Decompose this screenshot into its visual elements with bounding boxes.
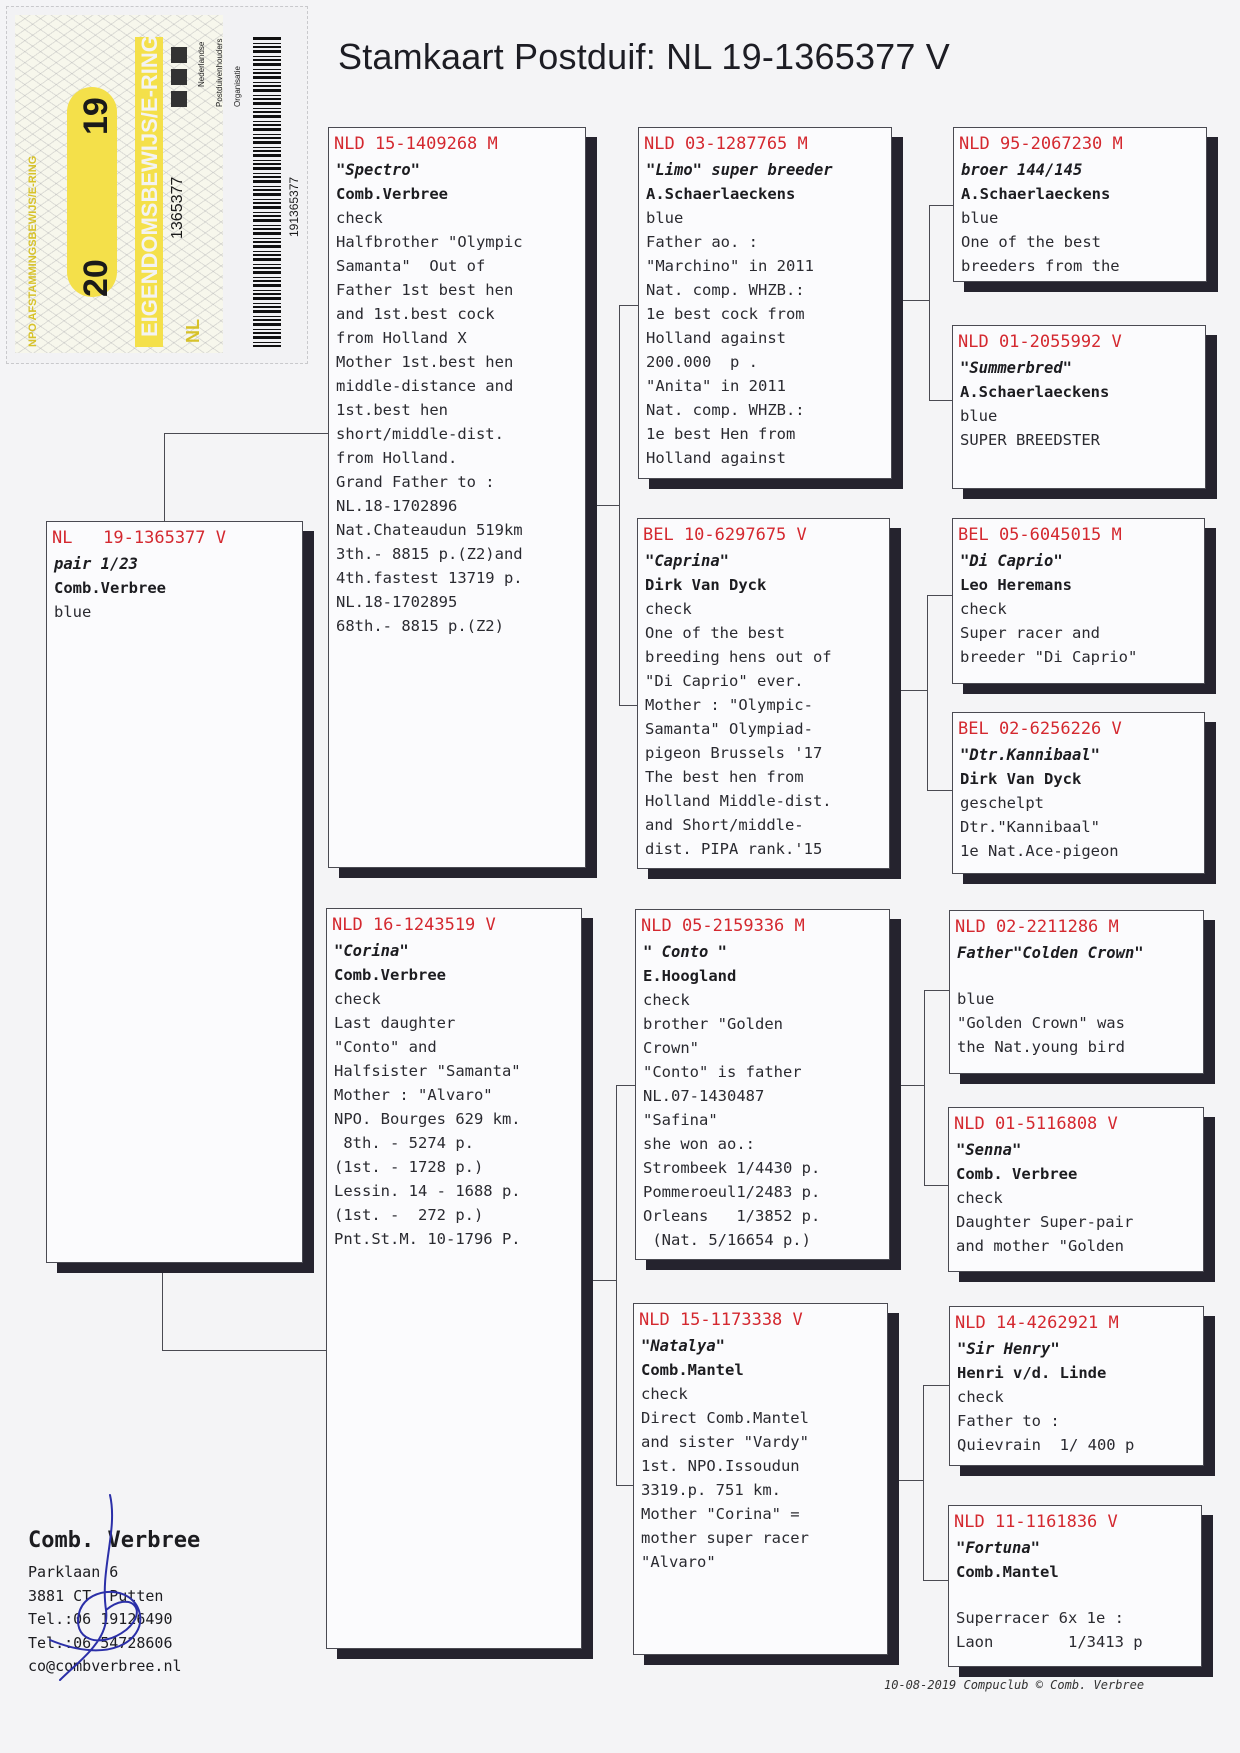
note-line: Grand Father to : [336, 473, 495, 491]
note-line: Superracer 6x 1e : [956, 1609, 1124, 1627]
ring-number: NLD 11-1161836 V [954, 1512, 1118, 1532]
note-line: 1st. NPO.Issoudun [641, 1457, 800, 1475]
note-line: Nat. comp. WHZB.: [646, 281, 805, 299]
note-line: "Marchino" in 2011 [646, 257, 814, 275]
note-line: 1e best Hen from [646, 425, 796, 443]
note-line: Strombeek 1/4430 p. [643, 1159, 821, 1177]
page-title: Stamkaart Postduif: NL 19-1365377 V [338, 36, 951, 77]
note-line: Pommeroeul1/2483 p. [643, 1183, 821, 1201]
note-line: 1st.best hen [336, 401, 448, 419]
pigeon-name: "Limo" super breeder [646, 161, 833, 179]
note-line: SUPER BREEDSTER [960, 431, 1100, 449]
connector-mf-parents-vertical [924, 990, 925, 1185]
signature-scribble [40, 1490, 170, 1690]
note-line: brother "Golden [643, 1015, 783, 1033]
pigeon-name: broer 144/145 [961, 161, 1083, 179]
pigeon-card-maternal-grandfather [635, 909, 890, 1260]
pigeon-name: "Fortuna" [956, 1539, 1040, 1557]
connector-subject-mother-vertical [162, 1262, 163, 1350]
footer-credit: 10-08-2019 Compuclub © Comb. Verbree [884, 1678, 1145, 1692]
note-line: 200.000 p . [646, 353, 758, 371]
ring-number: NLD 01-5116808 V [954, 1114, 1118, 1134]
note-line: and 1st.best cock [336, 305, 495, 323]
pigeon-card-ggf-1 [953, 127, 1207, 282]
note-line: (Nat. 5/16654 p.) [643, 1231, 811, 1249]
note-line: check [645, 600, 692, 618]
pigeon-card-ggf-2 [952, 518, 1205, 684]
connector-to-fmf [927, 595, 952, 596]
note-line: Quievrain 1/ 400 p [957, 1436, 1135, 1454]
owner-empty [957, 965, 1197, 987]
pigeon-name: "Spectro" [336, 161, 420, 179]
owner-name: E.Hoogland [643, 967, 737, 985]
owner-name: Comb.Mantel [956, 1563, 1059, 1581]
note-line: Holland Middle-dist. [645, 792, 832, 810]
note-line: 1e best cock from [646, 305, 805, 323]
note-line: blue [960, 407, 998, 425]
note-line: Halfsister "Samanta" [334, 1062, 521, 1080]
pigeon-card-ggf-3 [949, 910, 1204, 1074]
pigeon-card-subject [46, 521, 303, 1263]
note-line: Mother "Corina" = [641, 1505, 800, 1523]
pigeon-card-maternal-grandmother [633, 1303, 888, 1655]
stamp-country: NL [183, 319, 203, 343]
note-line: blue [957, 990, 995, 1008]
note-line: 68th.- 8815 p.(Z2) [336, 617, 504, 635]
note-line: and Short/middle- [645, 816, 804, 834]
note-line: check [643, 991, 690, 1009]
note-line: Lessin. 14 - 1688 p. [334, 1182, 521, 1200]
stamp-logo-m-text: Nederlandse [197, 41, 206, 87]
ring-number: NLD 05-2159336 M [641, 916, 805, 936]
ring-number: NLD 03-1287765 M [644, 134, 808, 154]
pigeon-name: "Caprina" [645, 552, 729, 570]
ring-number: NLD 14-4262921 M [955, 1313, 1119, 1333]
contact-address: Parklaan 6 [28, 1563, 119, 1581]
note-line: the Nat.young bird [957, 1038, 1125, 1056]
owner-name: A.Schaerlaeckens [646, 185, 796, 203]
stamp-logo-p-text: Postduivenhouders [215, 38, 224, 107]
connector-to-ffm [929, 400, 952, 401]
stamp-logo-o-text: Organisatie [233, 66, 242, 107]
note-line: check [956, 1189, 1003, 1207]
note-line: she won ao.: [643, 1135, 755, 1153]
note-line: Nat.Chateaudun 519km [336, 521, 523, 539]
note-line: and sister "Vardy" [641, 1433, 809, 1451]
pigeon-name: "Corina" [334, 942, 409, 960]
pigeon-name: "Senna" [956, 1141, 1022, 1159]
ring-number: NLD 15-1409268 M [334, 134, 498, 154]
note-line: Holland against [646, 449, 786, 467]
pigeon-name: "Summerbred" [960, 359, 1072, 377]
owner-name: Comb. Verbree [956, 1165, 1078, 1183]
note-line: "Safina" [643, 1111, 718, 1129]
note-line: Orleans 1/3852 p. [643, 1207, 821, 1225]
note-line: and mother "Golden [956, 1237, 1124, 1255]
ring-number: NLD 15-1173338 V [639, 1310, 803, 1330]
note-line: Crown" [643, 1039, 699, 1057]
connector-to-fm [619, 705, 637, 706]
connector-father-parents-vertical [619, 305, 620, 705]
connector-to-mfm [924, 1185, 948, 1186]
note-line: check [641, 1385, 688, 1403]
connector-subject-father-vertical [164, 433, 165, 523]
note-line: check [334, 990, 381, 1008]
owner-name: A.Schaerlaeckens [961, 185, 1111, 203]
ring-certificate-stamp [6, 6, 308, 364]
ring-number: BEL 02-6256226 V [958, 719, 1122, 739]
note-line: NL.18-1702895 [336, 593, 458, 611]
note-line: check [960, 600, 1007, 618]
owner-name: Comb.Verbree [334, 966, 446, 984]
note-line: "Conto" is father [643, 1063, 802, 1081]
note-line: NL.18-1702896 [336, 497, 458, 515]
note-line: Mother 1st.best hen [336, 353, 514, 371]
connector-father-parents [584, 505, 619, 506]
note-line: blue [961, 209, 999, 227]
note-line: breeder "Di Caprio" [960, 648, 1138, 666]
note-line: dist. PIPA rank.'15 [645, 840, 823, 858]
connector-mm-parents [887, 1480, 923, 1481]
note-line: breeders from the [961, 257, 1120, 275]
connector-to-mmm [923, 1580, 948, 1581]
note-line: (1st. - 1728 p.) [334, 1158, 484, 1176]
pigeon-name: "Di Caprio" [960, 552, 1063, 570]
note-line: 8th. - 5274 p. [334, 1134, 474, 1152]
note-line: Super racer and [960, 624, 1100, 642]
connector-mother-parents [580, 1280, 616, 1281]
note-line: Samanta" Out of [336, 257, 486, 275]
note-line: Father ao. : [646, 233, 758, 251]
pigeon-name: "Natalya" [641, 1337, 725, 1355]
stamp-ring-number: 1365377 [169, 176, 186, 239]
note-line: Dtr."Kannibaal" [960, 818, 1100, 836]
owner-name: Dirk Van Dyck [960, 770, 1082, 788]
owner-name: Comb.Verbree [336, 185, 448, 203]
note-line: Holland against [646, 329, 786, 347]
note-line: Direct Comb.Mantel [641, 1409, 809, 1427]
note-line: pigeon Brussels '17 [645, 744, 823, 762]
note-line: NPO. Bourges 629 km. [334, 1110, 521, 1128]
note-line: (1st. - 272 p.) [334, 1206, 484, 1224]
pigeon-name: Father"Colden Crown" [957, 944, 1144, 962]
contact-phone-1: Tel.:06 19126490 [28, 1610, 173, 1628]
note-line: One of the best [645, 624, 785, 642]
stamp-logo-p-icon [171, 69, 187, 85]
note-line: Last daughter [334, 1014, 456, 1032]
owner-name: A.Schaerlaeckens [960, 383, 1110, 401]
pigeon-card-ggm-2 [952, 712, 1205, 874]
note-line: 3th.- 8815 p.(Z2)and [336, 545, 523, 563]
connector-to-mf [616, 1085, 635, 1086]
note-line: Pnt.St.M. 10-1796 P. [334, 1230, 521, 1248]
note-line: "Alvaro" [641, 1553, 716, 1571]
contact-phone-2: Tel.:06 54728606 [28, 1633, 173, 1652]
owner-name: Dirk Van Dyck [645, 576, 767, 594]
connector-to-fmm [927, 790, 952, 791]
connector-ff-parents [892, 300, 929, 301]
note-line: Daughter Super-pair [956, 1213, 1134, 1231]
pigeon-card-paternal-grandfather [638, 127, 892, 479]
note-line: Laon 1/3413 p [956, 1633, 1143, 1651]
pigeon-name: pair 1/23 [54, 555, 138, 573]
stamp-guilloche-pattern [15, 15, 223, 353]
pigeon-card-paternal-grandmother [637, 518, 890, 869]
note-line: short/middle-dist. [336, 425, 504, 443]
ring-number: NLD 16-1243519 V [332, 915, 496, 935]
note-line: geschelpt [960, 794, 1044, 812]
contact-email[interactable]: co@combverbree.nl [28, 1657, 182, 1675]
note-line: from Holland. [336, 449, 458, 467]
owner-name: Henri v/d. Linde [957, 1364, 1107, 1382]
note-line: check [957, 1388, 1004, 1406]
note-line: Father 1st best hen [336, 281, 514, 299]
note-line: Mother : "Olympic- [645, 696, 813, 714]
note-line-empty [956, 1584, 1195, 1606]
note-line: blue [646, 209, 684, 227]
ring-number: BEL 10-6297675 V [643, 525, 807, 545]
connector-to-mmf [923, 1385, 949, 1386]
stamp-small-text: NPO AFSTAMMINGSBEWIJS/E-RING [27, 155, 39, 347]
connector-fm-parents-vertical [927, 595, 928, 790]
stamp-year-a: 20 [77, 259, 115, 297]
note-line: Mother : "Alvaro" [334, 1086, 493, 1104]
stamp-year-b: 19 [77, 97, 115, 135]
connector-to-fff [929, 205, 953, 206]
note-line: One of the best [961, 233, 1101, 251]
pigeon-card-ggm-3 [948, 1107, 1204, 1272]
connector-subject-father [164, 433, 328, 434]
pigeon-name: "Dtr.Kannibaal" [960, 746, 1100, 764]
note-line: The best hen from [645, 768, 804, 786]
note-line: breeding hens out of [645, 648, 832, 666]
note-line: middle-distance and [336, 377, 514, 395]
note-line: NL.07-1430487 [643, 1087, 765, 1105]
ring-number: NLD 01-2055992 V [958, 332, 1122, 352]
note-line: Father to : [957, 1412, 1060, 1430]
stamp-barcode [253, 37, 281, 347]
ring-number: NLD 02-2211286 M [955, 917, 1119, 937]
note-line: "Conto" and [334, 1038, 437, 1056]
ring-number: NL 19-1365377 V [52, 528, 226, 548]
pigeon-card-mother [326, 908, 582, 1649]
note-line: 3319.p. 751 km. [641, 1481, 781, 1499]
connector-mm-parents-vertical [923, 1385, 924, 1580]
connector-to-ff [619, 305, 639, 306]
breeder-name: Comb. Verbree [28, 1528, 201, 1553]
note-line: "Anita" in 2011 [646, 377, 786, 395]
connector-ff-parents-vertical [929, 205, 930, 400]
pigeon-card-ggf-4 [949, 1306, 1204, 1466]
pigeon-name: " Conto " [643, 943, 727, 961]
stamp-logo-o-icon [171, 91, 187, 107]
pigeon-card-father [328, 127, 586, 868]
owner-name: Comb.Mantel [641, 1361, 744, 1379]
note-line: 4th.fastest 13719 p. [336, 569, 523, 587]
note-line: 1e Nat.Ace-pigeon [960, 842, 1119, 860]
connector-to-mff [924, 990, 949, 991]
connector-fm-parents [889, 690, 927, 691]
stamp-logo-m-icon [171, 47, 187, 63]
pigeon-name: "Sir Henry" [957, 1340, 1060, 1358]
stamp-barcode-number: 191365377 [287, 176, 301, 237]
pigeon-card-ggm-4 [948, 1505, 1202, 1667]
note-line: Nat. comp. WHZB.: [646, 401, 805, 419]
note-line: check [336, 209, 383, 227]
owner-name: Leo Heremans [960, 576, 1072, 594]
note-line: Samanta" Olympiad- [645, 720, 813, 738]
stamp-vertical-text: EIGENDOMSBEWIJS/E-RING [137, 35, 162, 337]
note-line: Halfbrother "Olympic [336, 233, 523, 251]
note-line: "Golden Crown" was [957, 1014, 1125, 1032]
ring-number: BEL 05-6045015 M [958, 525, 1122, 545]
note-line: "Di Caprio" ever. [645, 672, 804, 690]
connector-subject-mother [162, 1350, 326, 1351]
owner-name: Comb.Verbree [54, 579, 166, 597]
note-line: from Holland X [336, 329, 467, 347]
note-line: blue [54, 603, 92, 621]
pigeon-card-ggm-1 [952, 325, 1206, 489]
contact-city: 3881 CT Putten [28, 1586, 164, 1605]
note-line: mother super racer [641, 1529, 809, 1547]
connector-mf-parents [889, 1085, 924, 1086]
connector-mother-parents-vertical [616, 1085, 617, 1485]
ring-number: NLD 95-2067230 M [959, 134, 1123, 154]
connector-to-mm [616, 1485, 633, 1486]
